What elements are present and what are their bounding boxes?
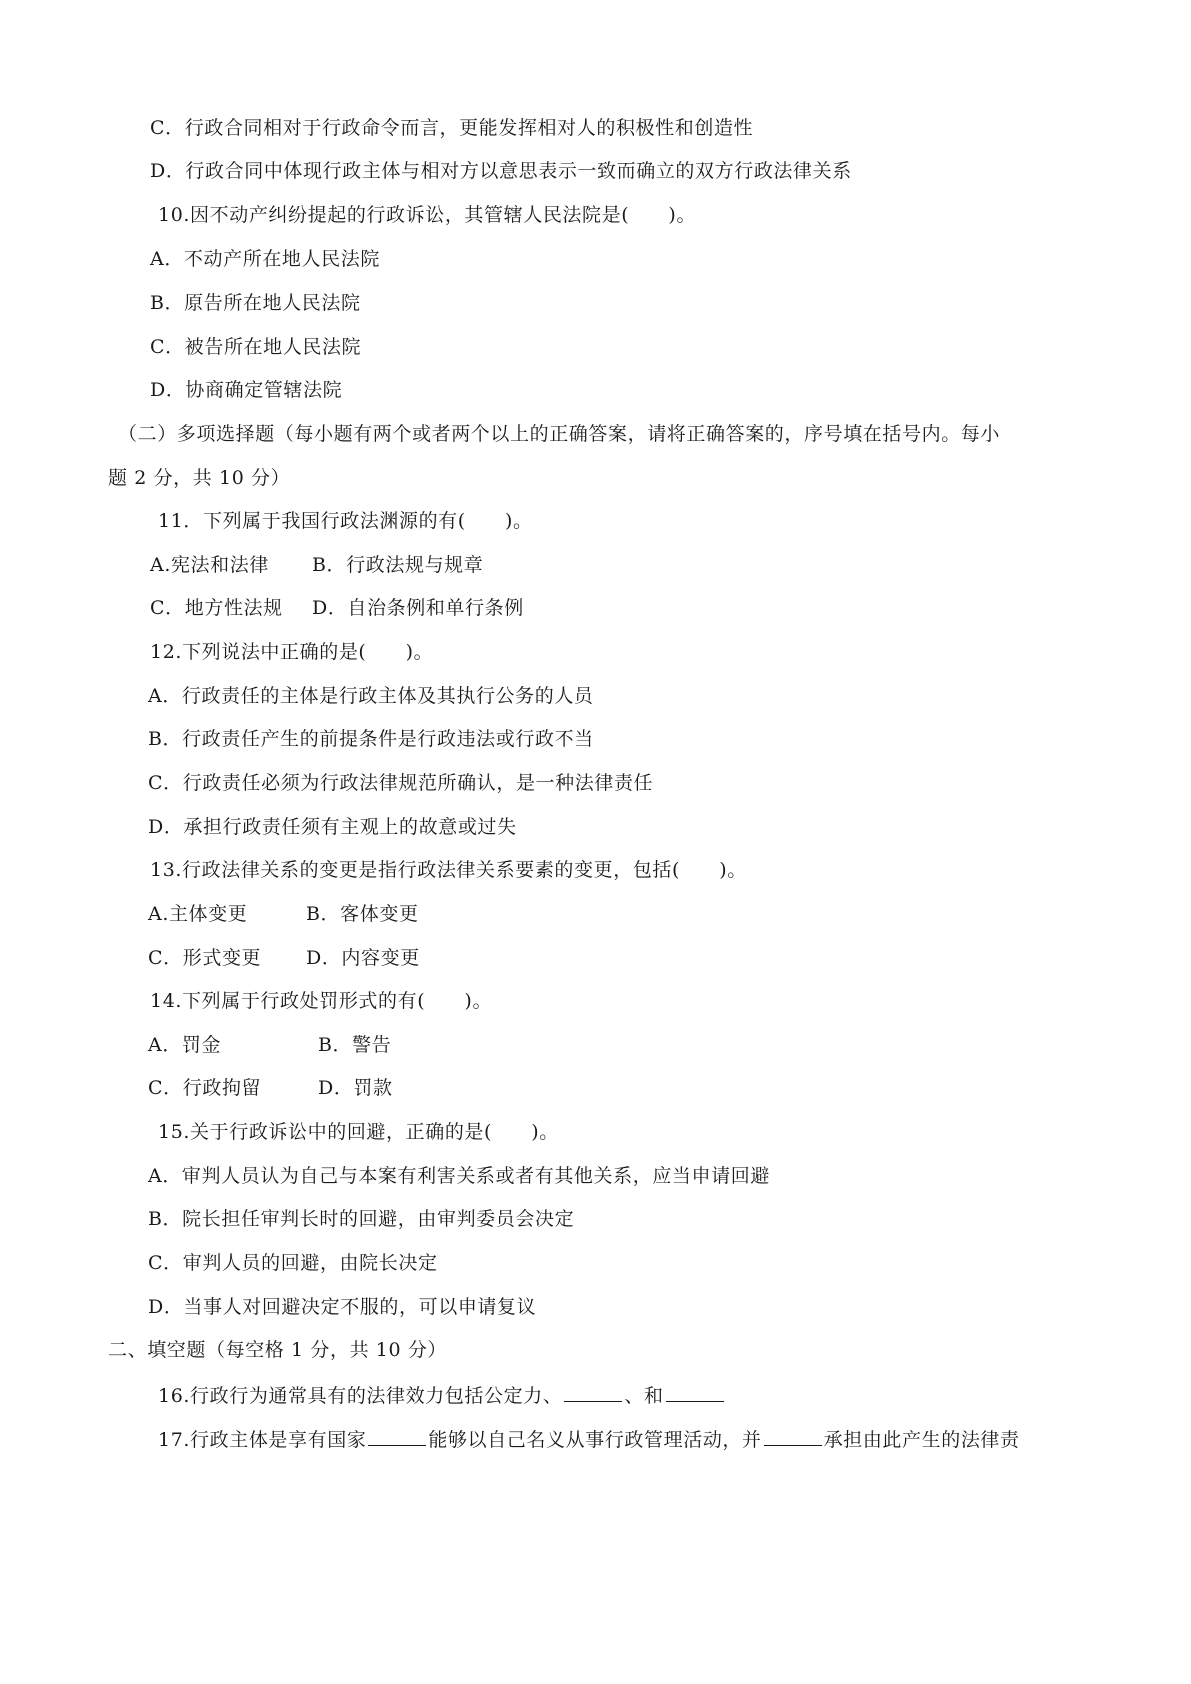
q11-stem: 11．下列属于我国行政法渊源的有( )。 bbox=[158, 510, 533, 532]
q14-stem: 14.下列属于行政处罚形式的有( )。 bbox=[150, 990, 493, 1012]
q14-option-b: B．警告 bbox=[318, 1034, 392, 1056]
multi-choice-section-title: （二）多项选择题（每小题有两个或者两个以上的正确答案，请将正确答案的，序号填在括号内。每小 bbox=[118, 423, 1001, 445]
q13-options-row2 bbox=[148, 946, 848, 970]
q14-option-d: D．罚款 bbox=[318, 1077, 393, 1099]
q11-option-d: D．自治条例和单行条例 bbox=[312, 597, 524, 619]
q9-option-c: C．行政合同相对于行政命令而言，更能发挥相对人的积极性和创造性 bbox=[150, 117, 754, 139]
q16-blank-1 bbox=[564, 1382, 622, 1402]
q13-option-a: A.主体变更 bbox=[148, 903, 248, 925]
q14-option-a: A．罚金 bbox=[148, 1034, 222, 1056]
q12-option-a: A．行政责任的主体是行政主体及其执行公务的人员 bbox=[148, 685, 594, 707]
q17-text-part1: 17.行政主体是享有国家 bbox=[158, 1429, 367, 1451]
q16-text-part1: 16.行政行为通常具有的法律效力包括公定力、 bbox=[158, 1385, 563, 1407]
q11-options-row1 bbox=[150, 553, 850, 577]
q14-option-c: C．行政拘留 bbox=[148, 1077, 262, 1099]
q15-option-a: A．审判人员认为自己与本案有利害关系或者有其他关系，应当申请回避 bbox=[148, 1165, 770, 1187]
q13-option-b: B．客体变更 bbox=[306, 903, 419, 925]
q11-option-c: C．地方性法规 bbox=[150, 597, 283, 619]
q10-stem: 10.因不动产纠纷提起的行政诉讼，其管辖人民法院是( )。 bbox=[158, 204, 697, 226]
q14-options-row2 bbox=[148, 1076, 848, 1100]
q13-option-d: D．内容变更 bbox=[306, 947, 420, 969]
fill-blank-section-title: 二、填空题（每空格 1 分，共 10 分） bbox=[108, 1339, 448, 1361]
q15-option-c: C．审判人员的回避，由院长决定 bbox=[148, 1252, 438, 1274]
q9-option-d: D．行政合同中体现行政主体与相对方以意思表示一致而确立的双方行政法律关系 bbox=[150, 160, 852, 182]
q17-blank-1 bbox=[368, 1426, 426, 1446]
q10-option-a: A．不动产所在地人民法院 bbox=[150, 248, 380, 270]
q16-blank-2 bbox=[666, 1382, 724, 1402]
q12-option-b: B．行政责任产生的前提条件是行政违法或行政不当 bbox=[148, 728, 594, 750]
q17-text-part2: 能够以自己名义从事行政管理活动，并 bbox=[428, 1429, 762, 1451]
q13-stem: 13.行政法律关系的变更是指行政法律关系要素的变更，包括( )。 bbox=[150, 859, 747, 881]
q17-text-part3: 承担由此产生的法律责 bbox=[823, 1429, 1020, 1451]
q15-option-d: D．当事人对回避决定不服的，可以申请复议 bbox=[148, 1296, 537, 1318]
q15-stem: 15.关于行政诉讼中的回避，正确的是( )。 bbox=[158, 1121, 559, 1143]
q15-option-b: B．院长担任审判长时的回避，由审判委员会决定 bbox=[148, 1208, 575, 1230]
q17-blank-2 bbox=[764, 1426, 822, 1446]
q17-line bbox=[158, 1426, 1020, 1452]
q11-options-row2 bbox=[150, 596, 850, 620]
q16-text-part2: 、和 bbox=[624, 1385, 664, 1407]
q11-option-b: B．行政法规与规章 bbox=[312, 554, 484, 576]
q10-option-d: D．协商确定管辖法院 bbox=[150, 379, 343, 401]
multi-choice-section-title-cont: 题 2 分，共 10 分） bbox=[108, 467, 291, 489]
q12-option-c: C．行政责任必须为行政法律规范所确认，是一种法律责任 bbox=[148, 772, 654, 794]
q10-option-c: C．被告所在地人民法院 bbox=[150, 336, 362, 358]
q12-stem: 12.下列说法中正确的是( )。 bbox=[150, 641, 434, 663]
q16-line bbox=[158, 1382, 726, 1408]
q12-option-d: D．承担行政责任须有主观上的故意或过失 bbox=[148, 816, 517, 838]
q13-options-row1 bbox=[148, 902, 848, 926]
q13-option-c: C．形式变更 bbox=[148, 947, 262, 969]
q10-option-b: B．原告所在地人民法院 bbox=[150, 292, 361, 314]
q14-options-row1 bbox=[148, 1033, 848, 1057]
q11-option-a: A.宪法和法律 bbox=[150, 554, 269, 576]
